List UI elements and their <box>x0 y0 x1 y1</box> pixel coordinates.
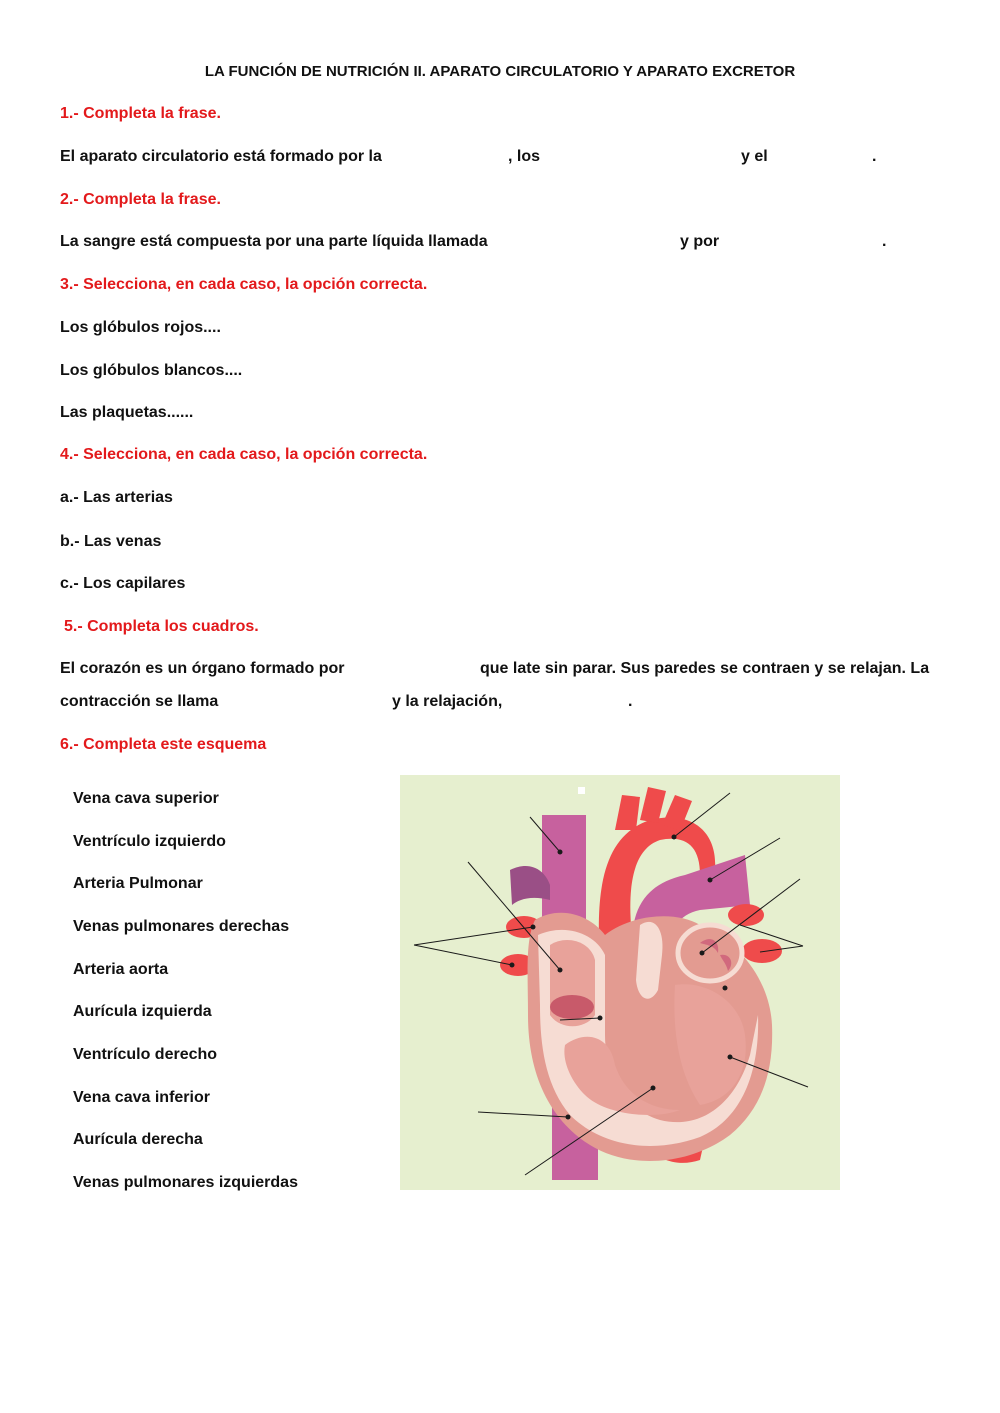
q2-blank-2[interactable] <box>726 228 878 254</box>
leader-dot <box>723 986 728 991</box>
leader-dot <box>566 1115 571 1120</box>
q5-blank-2[interactable] <box>222 688 388 714</box>
q5-line1-part1: El corazón es un órgano formado por <box>60 660 345 677</box>
q4-item-veins: b.- Las venas <box>60 533 162 550</box>
q1-heading: 1.- Completa la frase. <box>60 105 221 122</box>
label-auricula-derecha[interactable]: Aurícula derecha <box>73 1131 203 1148</box>
q4-item-capillaries: c.- Los capilares <box>60 575 186 592</box>
leader-dot <box>700 951 705 956</box>
q4-item-arteries: a.- Las arterias <box>60 489 173 506</box>
label-arteria-aorta[interactable]: Arteria aorta <box>73 961 169 978</box>
q1-blank-2[interactable] <box>548 143 736 169</box>
q5-line1-part2: que late sin parar. Sus paredes se contraen y se relajan. La <box>480 660 930 677</box>
vena-pulmonar-izquierda-1 <box>728 904 764 926</box>
leader-dot <box>598 1016 603 1021</box>
leader-dot <box>728 1055 733 1060</box>
q1-blank-1[interactable] <box>392 143 504 169</box>
q1-end: . <box>872 148 877 165</box>
q3-heading: 3.- Selecciona, en cada caso, la opción correcta. <box>60 276 428 293</box>
label-ventriculo-izquierdo[interactable]: Ventrículo izquierdo <box>73 833 226 850</box>
q3-item-platelets: Las plaquetas...... <box>60 404 194 421</box>
label-vena-cava-superior[interactable]: Vena cava superior <box>73 790 219 807</box>
q2-text-part1: La sangre está compuesta por una parte líquida llamada <box>60 233 488 250</box>
leader-dot <box>651 1086 656 1091</box>
label-arteria-pulmonar[interactable]: Arteria Pulmonar <box>73 875 203 892</box>
vena-pulmonar-izquierda-2 <box>742 939 782 963</box>
q2-end: . <box>882 233 887 250</box>
label-ventriculo-derecho[interactable]: Ventrículo derecho <box>73 1046 218 1063</box>
q3-item-white-cells: Los glóbulos blancos.... <box>60 362 243 379</box>
leader-dot <box>558 968 563 973</box>
q5-end: . <box>628 693 633 710</box>
page-title: LA FUNCIÓN DE NUTRICIÓN II. APARATO CIRCULATORIO Y APARATO EXCRETOR <box>204 63 796 80</box>
q6-heading: 6.- Completa este esquema <box>60 736 267 753</box>
q3-item-red-cells: Los glóbulos rojos.... <box>60 319 221 336</box>
leader-dot <box>510 963 515 968</box>
label-vena-cava-inferior[interactable]: Vena cava inferior <box>73 1089 210 1106</box>
q4-heading: 4.- Selecciona, en cada caso, la opción correcta. <box>60 446 428 463</box>
q2-heading: 2.- Completa la frase. <box>60 191 221 208</box>
leader-dot <box>672 835 677 840</box>
q5-heading: 5.- Completa los cuadros. <box>64 618 259 635</box>
leader-dot <box>531 925 536 930</box>
q5-line2-part2: y la relajación, <box>392 693 503 710</box>
tricuspid-valve-shape <box>550 995 594 1019</box>
q1-blank-3[interactable] <box>776 143 870 169</box>
diagram-marker <box>578 787 585 794</box>
q1-text-part2: , los <box>508 148 541 165</box>
auricula-izquierda-shape <box>678 925 742 981</box>
heart-diagram <box>400 775 840 1190</box>
label-auricula-izquierda[interactable]: Aurícula izquierda <box>73 1003 212 1020</box>
label-venas-pulmonares-izquierdas[interactable]: Venas pulmonares izquierdas <box>73 1174 298 1191</box>
leader-dot <box>558 850 563 855</box>
q5-blank-1[interactable] <box>350 655 476 681</box>
q1-text-part3: y el <box>741 148 768 165</box>
leader-dot <box>708 878 713 883</box>
q2-blank-1[interactable] <box>496 228 674 254</box>
q5-blank-3[interactable] <box>508 688 626 714</box>
q5-line2-part1: contracción se llama <box>60 693 219 710</box>
label-venas-pulmonares-derechas[interactable]: Venas pulmonares derechas <box>73 918 290 935</box>
q1-text-part1: El aparato circulatorio está formado por la <box>60 148 382 165</box>
q2-text-part2: y por <box>680 233 720 250</box>
